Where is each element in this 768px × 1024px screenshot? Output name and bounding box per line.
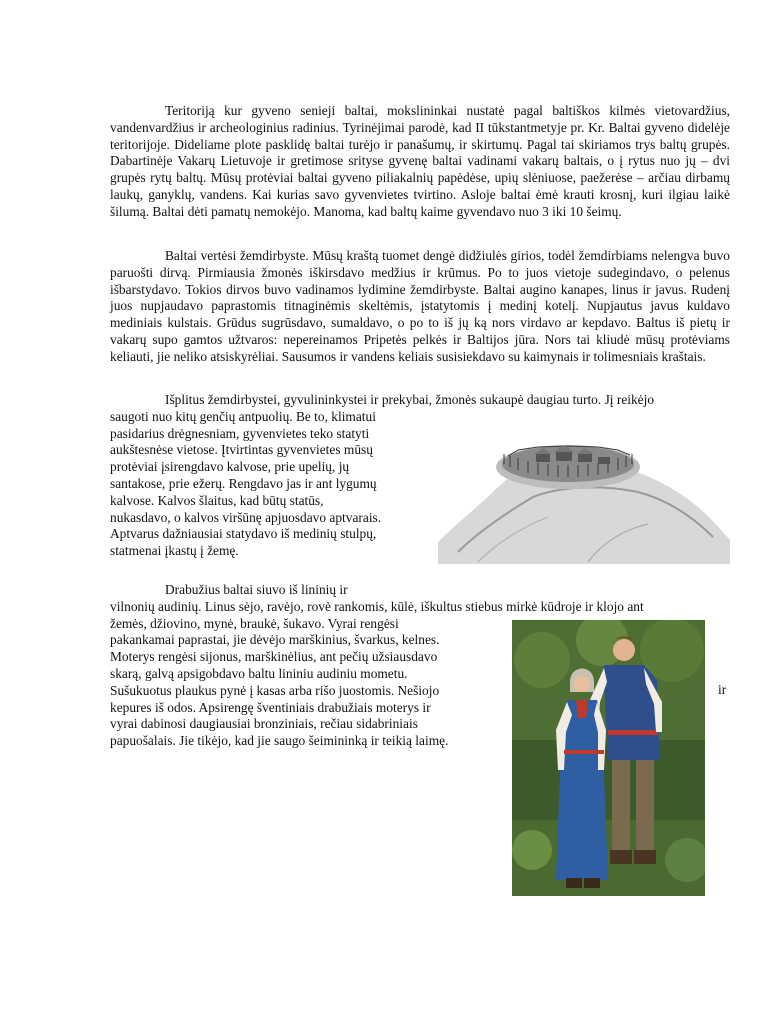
- p4-line-3: žemės, džiovino, mynė, braukė, šukavo. Vyrai rengėsi: [110, 615, 399, 631]
- paragraph-1: Teritoriją kur gyveno senieji baltai, mokslininkai nustatė pagal baltiškos kilmės vietovardžius, vandenvardžius ir archeologinius radinius. Tyrinėjimai parodė, kad II tūkstantmetyje pr. Kr. Baltai gyveno didelėje teritorijoje. Dideliame plote pasklidę baltai turėjo ir panašumų, ir skirtumų. Pagal tai skiriamos trys baltų grupės. Dabartinėje Vakarų Lietuvoje ir gretimose srityse gyvenę baltai vadinami vakarų baltais, o į rytus nuo jų – dvi grupės rytų baltų. Mūsų protėviai baltai gyveno piliakalnių papėdėse, upių slėniuose, paežerėse – arčiau dirbamų laukų, ganyklų, vandens. Kai kurias savo gyvenvietes tvirtino. Asloje baltai ėmė krauti krosnį, kuri ilgiau laikė šilumą. Baltai dėti pamatų nemokėjo. Manoma, kad baltų kaime gyvendavo nuo 3 iki 10 šeimų.: [110, 103, 730, 219]
- p4-line-7: Sušukuotus plaukus pynė į kasas arba rišo juostomis. Nešiojo: [110, 682, 440, 698]
- p3-line-1: Išplitus žemdirbystei, gyvulininkystei ir prekybai, žmonės sukaupė daugiau turto. Jį reikėjo: [165, 392, 655, 407]
- p4-line-10: papuošalais. Jie tikėjo, kad jie saugo šeimininką ir teikią laimę.: [110, 733, 449, 749]
- p3-line-7: kalvose. Kalvos šlaitus, kad būtų statūs,: [110, 492, 324, 508]
- p3-line-4: aukštesnėse vietose. Įtvirtintas gyvenvietes mūsų: [110, 442, 373, 458]
- p4-line-1: Drabužius baltai siuvo iš lininių ir: [165, 582, 348, 597]
- p3-line-2: saugoti nuo kitų genčių antpuolių. Be to, klimatui: [110, 408, 376, 424]
- p3-line-3: pasidarius drėgnesniam, gyvenvietes teko statyti: [110, 425, 370, 441]
- p3-line-9: Aptvarus dažniausiai statydavo iš medinių stulpų,: [110, 526, 377, 542]
- p3-line-6: santakose, prie ežerų. Rengdavo jas ir ant lygumų: [110, 475, 377, 491]
- p3-line-10: statmenai įkastų į žemę.: [110, 543, 239, 559]
- paragraph-agriculture: [110, 248, 730, 366]
- p4-line-2: vilnonių audinių. Linus sėjo, ravėjo, rovė rankomis, kūlė, iškultus stiebus mirkė kūdroje ir klojo ant: [110, 598, 644, 614]
- paragraph-2: Baltai vertėsi žemdirbyste. Mūsų kraštą tuomet dengė didžiulės girios, todėl žemdirbiams nelengva buvo paruošti dirvą. Pirmiausia žmonės iškirsdavo medžius ir krūmus. Po to juos vietoje sudegindavo, o pelenus išbarstydavo. Tokios dirvos buvo vadinamos lydimine žemdirbyste. Baltai augino kanapes, linus ir javus. Rudenį juos nupjaudavo paprastomis titnaginėmis skeltėmis, įstatytomis į medinį kotelį. Nupjautus javus kuldavo mediniais kulstais. Grūdus sugrūsdavo, sumaldavo, o po to iš jų ką nors virdavo ar kepdavo. Baltus iš pietų ir vakarų supo gamtos užtvaros: nepereinamos Pripetės pelkės ir Baltijos jūra. Nors tai kliudė mūsų protėviams keliauti, jie neliko atsiskyrėliai. Sausumos ir vandens keliais susisiekdavo su kaimynais ir tolimesniais kraštais.: [110, 248, 730, 364]
- paragraph-territory: [110, 103, 730, 221]
- p4-line-9: vyrai dabinosi daugiausiai bronziniais, rečiau sidabriniais: [110, 716, 418, 732]
- hillfort-illustration: [438, 412, 730, 564]
- baltic-costume-photo: [512, 620, 705, 896]
- p4-right-word: ir: [718, 682, 727, 697]
- p4-line-6: skarą, galvą apsigobdavo baltu lininiu audiniu mometu.: [110, 665, 408, 681]
- p3-line-5: protėviai įsirengdavo kalvose, prie upelių, jų: [110, 459, 350, 475]
- p4-line-4: pakankamai paprastai, jie dėvėjo marškinius, švarkus, kelnes.: [110, 632, 440, 648]
- p4-line-8: kepures iš odos. Apsirengę šventiniais drabužiais moterys ir: [110, 699, 431, 715]
- p4-line-5: Moterys rengėsi sijonus, marškinėlius, ant pečių užsiausdavo: [110, 649, 438, 665]
- p3-line-8: nukasdavo, o kalvos viršūnę apjuosdavo aptvarais.: [110, 509, 382, 525]
